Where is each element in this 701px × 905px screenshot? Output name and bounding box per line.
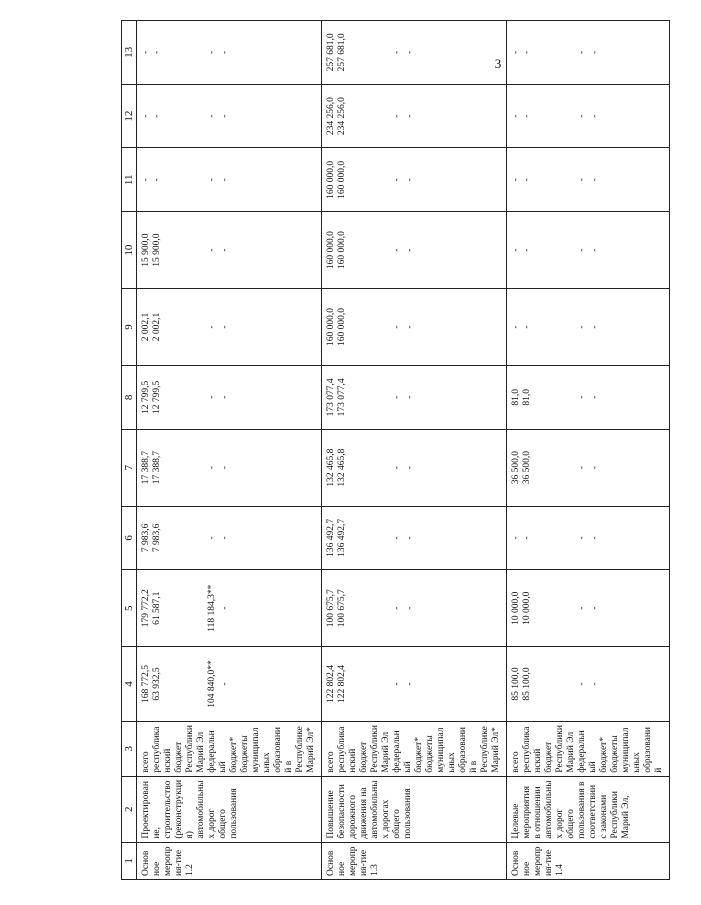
col-header-4: 4 [122, 647, 137, 722]
value-federal: - [577, 536, 587, 540]
value-republic: 2 002,1 [152, 312, 162, 342]
source-republic: республиканский бюджет Республики Марий Эл [337, 725, 391, 773]
value-municipal: - [590, 466, 600, 470]
year-values [507, 212, 670, 289]
value-federal: - [392, 50, 402, 54]
value-federal: - [207, 395, 217, 399]
source-federal: федеральный бюджет* [577, 730, 609, 773]
activity-kind: Основное мероприя-тие 1.2 [137, 842, 322, 879]
year-values [322, 365, 507, 429]
year-values [137, 148, 322, 212]
value-municipal: - [590, 114, 600, 118]
value-republic: 160 000,0 [337, 160, 347, 199]
source-federal: федеральный бюджет* [392, 730, 424, 773]
value-republic: 100 675,7 [337, 589, 347, 628]
value-republic: 160 000,0 [337, 308, 347, 347]
value-municipal: - [590, 325, 600, 329]
value-municipal: - [590, 395, 600, 399]
value-federal: - [577, 466, 587, 470]
value-federal: - [392, 178, 402, 182]
value-total: 100 675,7 [326, 589, 336, 628]
year-values [507, 289, 670, 366]
value-republic: 136 492,7 [337, 518, 347, 557]
value-republic: - [152, 114, 162, 118]
value-municipal: - [405, 178, 415, 182]
value-federal: - [392, 114, 402, 118]
year-values [322, 212, 507, 289]
value-total: 15 900,0 [141, 233, 151, 267]
value-total: 132 465,8 [326, 448, 336, 487]
table-row [322, 21, 507, 880]
col-header-6: 6 [122, 506, 137, 570]
source-municipal: бюджеты муниципальных образований в Республике Марий Эл* [240, 726, 316, 773]
value-republic: 61 587,1 [152, 591, 162, 625]
value-federal: - [392, 466, 402, 470]
value-municipal: - [405, 325, 415, 329]
value-total: 36 500,0 [511, 450, 521, 485]
year-values [322, 429, 507, 506]
value-republic: 7 983,6 [152, 523, 162, 553]
value-municipal: - [220, 178, 230, 182]
value-federal: 118 184,3** [207, 584, 217, 632]
value-municipal: - [220, 466, 230, 470]
value-republic: 132 465,8 [337, 448, 347, 487]
year-values [507, 506, 670, 570]
value-federal: - [392, 536, 402, 540]
value-total: - [141, 178, 151, 182]
value-republic: 85 100,0 [522, 667, 532, 701]
value-total: - [511, 536, 521, 540]
value-republic: 160 000,0 [337, 231, 347, 270]
table-row [507, 21, 670, 880]
year-values [507, 570, 670, 647]
source-municipal: бюджеты муниципальных образований в Республике Марий Эл* [425, 726, 501, 773]
value-total: 81,0 [511, 389, 521, 406]
col-header-7: 7 [122, 429, 137, 506]
value-republic: 10 000,0 [522, 591, 532, 625]
value-republic: 234 256,0 [337, 97, 347, 136]
value-total: 17 388,7 [141, 450, 151, 485]
value-republic: - [152, 50, 162, 54]
value-federal: - [207, 536, 217, 540]
value-total: 10 000,0 [511, 591, 521, 625]
source-total: всего [141, 751, 151, 773]
value-municipal: - [405, 114, 415, 118]
year-values [507, 84, 670, 148]
value-total: 257 681,0 [326, 33, 336, 72]
value-total: 173 077,4 [326, 378, 336, 417]
year-values [137, 570, 322, 647]
col-header-12: 12 [122, 84, 137, 148]
value-total: - [511, 114, 521, 118]
value-total: 85 100,0 [511, 667, 521, 701]
year-values [137, 289, 322, 366]
col-header-11: 11 [122, 148, 137, 212]
table-row [137, 21, 322, 880]
year-values [137, 21, 322, 85]
year-values [322, 289, 507, 366]
value-federal: - [577, 114, 587, 118]
source-republic: республиканский бюджет Республики Марий Эл [152, 725, 206, 773]
value-municipal: - [220, 248, 230, 252]
value-federal: - [577, 178, 587, 182]
value-municipal: - [220, 395, 230, 399]
value-republic: - [522, 50, 532, 54]
value-republic: 12 799,5 [152, 380, 162, 414]
year-values [507, 21, 670, 85]
value-municipal: - [220, 325, 230, 329]
year-values [137, 647, 322, 722]
value-total: 179 772,2 [141, 589, 151, 628]
col-header-3: 3 [122, 721, 137, 776]
header-row [122, 21, 137, 880]
value-federal: - [207, 466, 217, 470]
value-republic: 15 900,0 [152, 233, 162, 267]
value-federal: - [577, 325, 587, 329]
value-federal: - [207, 178, 217, 182]
year-values [137, 84, 322, 148]
value-republic: - [522, 114, 532, 118]
value-total: 136 492,7 [326, 518, 336, 557]
value-municipal: - [220, 114, 230, 118]
value-republic: - [522, 178, 532, 182]
source-republic: республиканский бюджет Республики Марий Эл [522, 725, 576, 773]
value-municipal: - [590, 682, 600, 686]
value-republic: 63 932,5 [152, 667, 162, 701]
year-values [137, 429, 322, 506]
source-municipal: бюджеты муниципальных образований [610, 727, 664, 773]
value-municipal: - [220, 50, 230, 54]
year-values [507, 148, 670, 212]
col-header-13: 13 [122, 21, 137, 85]
value-federal: - [392, 682, 402, 686]
year-values [137, 365, 322, 429]
value-federal: - [392, 325, 402, 329]
value-federal: - [207, 248, 217, 252]
value-municipal: - [405, 682, 415, 686]
funding-sources [322, 721, 507, 776]
value-republic: - [522, 536, 532, 540]
funding-sources [507, 721, 670, 776]
year-values [507, 365, 670, 429]
value-republic: 81,0 [522, 389, 532, 406]
col-header-10: 10 [122, 212, 137, 289]
activity-name: Целевые мероприятия в отношении автомобильных дорог общего пользования в соответствии с законами Республики Марий Эл, [507, 776, 670, 842]
value-municipal: - [405, 395, 415, 399]
year-values [322, 570, 507, 647]
budget-table [121, 20, 670, 880]
value-republic: - [522, 325, 532, 329]
col-header-8: 8 [122, 365, 137, 429]
value-total: 160 000,0 [326, 308, 336, 347]
value-municipal: - [405, 606, 415, 610]
activity-name: Проектирование, строительство (реконструкция) автомобильных дорог общего пользования [137, 776, 322, 842]
value-municipal: - [590, 248, 600, 252]
activity-kind: Основное мероприя-тие 1.4 [507, 842, 670, 879]
source-total: всего [511, 751, 521, 773]
value-total: - [141, 50, 151, 54]
value-total: - [141, 114, 151, 118]
year-values [322, 148, 507, 212]
year-values [507, 647, 670, 722]
source-total: всего [326, 751, 336, 773]
activity-name: Повышение безопасности дорожного движения на автомобильных дорогах общего пользования [322, 776, 507, 842]
value-municipal: - [220, 536, 230, 540]
value-municipal: - [590, 606, 600, 610]
value-federal: - [577, 248, 587, 252]
value-federal: - [577, 606, 587, 610]
value-municipal: - [590, 50, 600, 54]
value-federal: - [392, 606, 402, 610]
value-federal: - [207, 50, 217, 54]
value-total: 234 256,0 [326, 97, 336, 136]
value-total: 7 983,6 [141, 523, 151, 553]
value-total: - [511, 50, 521, 54]
value-republic: 257 681,0 [337, 33, 347, 72]
value-republic: 173 077,4 [337, 378, 347, 417]
value-federal: - [577, 682, 587, 686]
value-total: - [511, 178, 521, 182]
value-federal: 104 840,0** [207, 660, 217, 708]
value-republic: 122 802,4 [337, 664, 347, 703]
year-values [322, 506, 507, 570]
value-federal: - [392, 395, 402, 399]
year-values [322, 21, 507, 85]
col-header-2: 2 [122, 776, 137, 842]
value-municipal: - [220, 606, 230, 610]
col-header-9: 9 [122, 289, 137, 366]
value-republic: 17 388,7 [152, 450, 162, 485]
value-total: 122 802,4 [326, 664, 336, 703]
funding-sources [137, 721, 322, 776]
value-federal: - [207, 114, 217, 118]
value-total: 168 772,5 [141, 664, 151, 703]
year-values [137, 212, 322, 289]
value-total: 160 000,0 [326, 160, 336, 199]
value-federal: - [577, 50, 587, 54]
value-municipal: - [220, 682, 230, 686]
value-republic: 36 500,0 [522, 450, 532, 485]
value-municipal: - [590, 178, 600, 182]
year-values [322, 84, 507, 148]
col-header-1: 1 [122, 842, 137, 879]
value-republic: - [522, 248, 532, 252]
value-total: 160 000,0 [326, 231, 336, 270]
value-federal: - [207, 325, 217, 329]
year-values [322, 647, 507, 722]
rotated-sheet [121, 20, 701, 880]
value-total: 12 799,5 [141, 380, 151, 414]
col-header-5: 5 [122, 570, 137, 647]
value-municipal: - [405, 466, 415, 470]
value-municipal: - [405, 536, 415, 540]
value-municipal: - [405, 248, 415, 252]
value-total: - [511, 325, 521, 329]
value-federal: - [392, 248, 402, 252]
value-total: - [511, 248, 521, 252]
value-municipal: - [405, 50, 415, 54]
activity-kind: Основное мероприя-тие 1.3 [322, 842, 507, 879]
value-total: 2 002,1 [141, 312, 151, 342]
value-municipal: - [590, 536, 600, 540]
value-federal: - [577, 395, 587, 399]
year-values [137, 506, 322, 570]
page-number: 3 [494, 56, 502, 71]
year-values [507, 429, 670, 506]
source-federal: федеральный бюджет* [207, 730, 239, 773]
value-republic: - [152, 178, 162, 182]
